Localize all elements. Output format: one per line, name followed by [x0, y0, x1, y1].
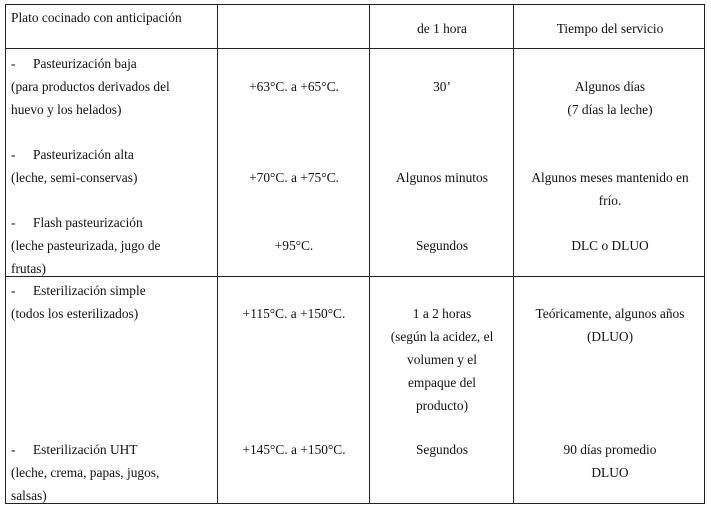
- service-line: (DLUO): [586, 329, 634, 344]
- row-temp: +95°C.: [274, 238, 314, 253]
- service-line: DLUO: [591, 465, 629, 480]
- service-line: Algunos meses mantenido en: [531, 170, 689, 185]
- row-title: Esterilización simple: [33, 283, 146, 298]
- row-service: [515, 75, 705, 121]
- header-col1: Plato cocinado con anticipación: [11, 10, 182, 25]
- time-line: volumen y el: [407, 352, 477, 367]
- service-line: Algunos días: [574, 79, 646, 94]
- row-temp: +115°C. a +150°C.: [242, 306, 346, 321]
- row-dash: -: [11, 56, 16, 71]
- row-title: Pasteurización baja: [33, 56, 137, 71]
- row-title: Esterilización UHT: [33, 442, 138, 457]
- row-title: Flash pasteurización: [33, 215, 143, 230]
- table-row-name: [11, 211, 216, 280]
- col-divider-1: [217, 4, 218, 504]
- time-line: producto): [415, 398, 469, 413]
- table-row-name: [11, 279, 216, 325]
- header-col3: de 1 hora: [417, 21, 467, 36]
- table-row-name: [11, 52, 216, 121]
- row-desc: (leche, semi-conservas): [11, 170, 138, 185]
- row-desc: (leche, crema, papas, jugos,: [11, 465, 160, 480]
- row-time: Algunos minutos: [396, 170, 488, 185]
- time-line: (según la acidez, el: [390, 329, 494, 344]
- row-time: 30’: [433, 79, 451, 94]
- row-desc: (leche pasteurizada, jugo de: [11, 238, 161, 253]
- service-line: frío.: [598, 193, 622, 208]
- table-border-left: [5, 4, 6, 504]
- row-temp: +63°C. a +65°C.: [249, 79, 339, 94]
- row-desc: salsas): [11, 488, 47, 503]
- service-line: Teóricamente, algunos años: [535, 306, 685, 321]
- row-desc: huevo y los helados): [11, 102, 122, 117]
- service-line: (7 días la leche): [567, 102, 653, 117]
- row-service: DLC o DLUO: [571, 238, 649, 253]
- row-dash: -: [11, 442, 16, 457]
- row-desc: (todos los esterilizados): [11, 306, 139, 321]
- header-divider: [5, 48, 705, 49]
- row-dash: -: [11, 147, 16, 162]
- header-col4: Tiempo del servicio: [556, 21, 664, 36]
- row-time: [371, 302, 513, 417]
- row-service: [515, 166, 705, 212]
- row-dash: -: [11, 283, 16, 298]
- table-row-name: [11, 438, 216, 507]
- row-title: Pasteurización alta: [33, 147, 134, 162]
- row-temp: +70°C. a +75°C.: [249, 170, 339, 185]
- row-time: Segundos: [415, 442, 469, 457]
- col-divider-2: [369, 4, 370, 504]
- table-border-top: [5, 4, 705, 5]
- time-line: empaque del: [407, 375, 477, 390]
- row-temp: +145°C. a +150°C.: [242, 442, 346, 457]
- row-desc: frutas): [11, 261, 46, 276]
- sterilization-table: [5, 4, 705, 504]
- row-service: [515, 302, 705, 348]
- col-divider-3: [513, 4, 514, 504]
- row-dash: -: [11, 215, 16, 230]
- service-line: 90 días promedio: [563, 442, 657, 457]
- row-service: [515, 438, 705, 484]
- time-line: 1 a 2 horas: [412, 306, 472, 321]
- row-time: Segundos: [415, 238, 469, 253]
- row-desc: (para productos derivados del: [11, 79, 170, 94]
- table-row-name: [11, 143, 216, 189]
